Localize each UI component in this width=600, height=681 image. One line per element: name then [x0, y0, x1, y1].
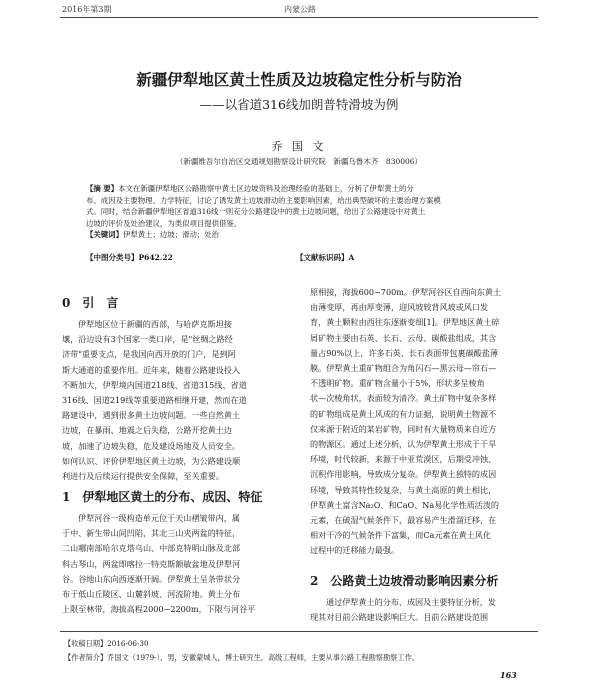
- text-line: 路建设中，遇到很多黄土边坡问题。一些自然黄土: [62, 410, 241, 421]
- text-line: 伊犁黄土富含Na₂O、和CaO、Na易化学性质活泼的: [310, 499, 499, 510]
- text-line: 相对干冷的气候条件下富集，而Ca元素在黄土风化: [310, 530, 491, 541]
- text-line: 利进行及后续运行提供安全保障，至关重要。: [62, 471, 224, 482]
- text-line: 不透明矿物。重矿物含量小于5%，形状多呈棱角: [310, 378, 485, 389]
- text-line: 由薄变厚，再由厚变薄，迎风坡较背风坡或风口发: [310, 302, 489, 313]
- text-line: 膜。伊犁黄土重矿物组合为角闪石—黑云母—帘石—: [310, 363, 497, 374]
- text-line: 的矿物组成是黄土风成的有力证据，说明黄土物源不: [310, 408, 497, 419]
- keywords-line: [86, 229, 534, 241]
- text-line: 沉积作用影响，导致成分复杂。伊犁黄土独特的成因: [310, 469, 497, 480]
- text-line: 屑矿物主要由石英、长石、云母、碳酸盐组成，其含: [310, 332, 497, 343]
- doc-code: 【文献标识码】A: [296, 253, 355, 262]
- text-line: 量占90%以上，许多石英、长石表面带包裹碳酸盐薄: [310, 347, 498, 358]
- text-line: 原相接，海拔600~700m。伊犁河谷区自西向东黄土: [310, 287, 502, 297]
- text-line: 过程中的迁移能力最强。: [310, 545, 400, 556]
- abstract-line: 布、成因及主要物理、力学特征，讨论了诱发黄土边坡滑动的主要影响因素，给出典型破坏的主要治理方案模: [86, 195, 441, 205]
- text-line: 如何认识、评价伊犁地区黄土边坡，为公路建设顺: [62, 455, 241, 466]
- text-line: 通过伊犁黄土的分布、成因及主要特征分析，发: [326, 597, 496, 607]
- right-column-paragraph: [310, 285, 538, 559]
- abstract: [86, 183, 534, 241]
- section-2-heading: 2 公路黄土边坡滑动影响因素分析: [310, 574, 499, 588]
- text-line: 上限至林带，海拔高程2000~2200m，下限与河谷平: [62, 604, 256, 615]
- footnote-received: 【收稿日期】2016-06-30: [64, 639, 149, 648]
- page-subtitle: ——以省道316线加朗普特滑坡为例: [199, 97, 399, 112]
- header-issue: 2016年第3期: [62, 5, 112, 14]
- header-rule: [60, 17, 538, 18]
- page-title: 新疆伊犁地区黄土性质及边坡稳定性分析与防治: [136, 70, 462, 89]
- text-line: 壤，沿边设有3个国家一类口岸，是"丝绸之路经: [62, 334, 233, 345]
- text-line: 边坡，在暴雨、地震之后失稳，公路开挖黄土边: [62, 425, 232, 436]
- clc-code: 【中图分类号】P642.22: [86, 253, 173, 262]
- header-journal: 内蒙公路: [284, 5, 316, 14]
- text-line: 的物源区。通过上述分析，认为伊犁黄土形成于干旱: [310, 439, 497, 450]
- section-1-heading: 1 伊犁地区黄土的分布、成因、特征: [62, 490, 263, 504]
- text-line: 伊犁河谷一级构造单元位于天山褶皱带内，属: [78, 513, 240, 523]
- text-line: 不断加大，伊犁境内国道218线、省道315线、省道: [62, 379, 247, 390]
- text-line: 济带"重要支点，是我国向西开放的门户，是到阿: [62, 349, 236, 360]
- text-line: 二山哪南部哈尔克塔乌山、中部克特明山脉及北部: [62, 543, 241, 554]
- text-line: 环境，导致其特性较复杂，与黄土高原的黄土相比，: [310, 484, 497, 495]
- abstract-line: 式。同时，结合新疆伊犁地区省道316线一则充分公路建设中的黄土边坡问题，给出了公路建设中对黄土: [86, 207, 426, 216]
- text-line: 科古琴山，两盆即喀拉一特克斯额敏盆地及伊犁河: [62, 558, 241, 569]
- text-line: 元素，在破湿气候条件下，最容易产生滑溜迁移，在: [310, 515, 497, 526]
- keywords: 伊犁黄土；边坡；滑动；处治: [122, 230, 220, 239]
- text-line: 于中、新生带山间凹陷，其北三山夹两盆的特征，: [62, 528, 241, 539]
- section-1-paragraph: [62, 511, 288, 617]
- abstract-label: 【摘 要】: [86, 184, 119, 193]
- keywords-label: 【关键词】: [86, 230, 123, 239]
- footnote-author: 【作者简介】乔国文（1979-），男，安徽蒙城人，博士研究生，高级工程师，主要从事公路工程勘察勘察工作。: [64, 653, 419, 662]
- text-line: 坡，加速了边坡失稳，危及建设场地及人员安全。: [62, 440, 241, 451]
- text-line: 状—次棱角状，表面较为清冷。黄土矿物中复杂多样: [310, 393, 497, 404]
- text-line: 仅来源于附近的某岩矿物，同时有大量物质来自近方: [310, 423, 497, 434]
- text-line: 伊犁地区位于新疆的西部，与哈萨克斯坦接: [78, 319, 232, 329]
- text-line: 316线、国道219线等重要道路相继开建，然而在道: [62, 395, 247, 406]
- abstract-line: 边坡的评价及处治建议，为类似项目提供借鉴。: [86, 218, 242, 228]
- text-line: 育，黄土颗粒由西往东逐渐变细[1]。伊犁地区黄土碎: [310, 317, 500, 328]
- text-line: 布于低山丘陵区、山麓斜坡、河流阶地。黄土分布: [62, 589, 241, 600]
- text-line: 谷。谷地山东向西逐渐开阔。伊犁黄土呈条带状分: [62, 573, 241, 584]
- text-line: 斯大通道的重要作用。近年来，随着公路建设投入: [62, 364, 241, 375]
- author-affiliation: （新疆维吾尔自治区交通规划勘察设计研究院 新疆乌鲁木齐 830006）: [175, 157, 423, 166]
- footnote-rule: [60, 631, 538, 632]
- section-0-heading: 0 引 言: [62, 296, 119, 310]
- section-2-paragraph: [310, 595, 538, 625]
- intro-paragraph: [62, 317, 288, 484]
- author-name: 乔 国 文: [271, 140, 327, 153]
- abstract-line: 【摘 要】本文在新疆伊犁地区公路勘察中黄土区边坡资料及治理经验的基础上，分析了伊犁黄土的分: [86, 184, 414, 193]
- text-line: 现其对目前公路建设影响巨大。目前公路建设范围: [310, 612, 489, 623]
- text-line: 环境，时代较新，来源于中亚荒漠区，后期受冲蚀、: [310, 454, 497, 465]
- page-number: 163: [500, 670, 517, 680]
